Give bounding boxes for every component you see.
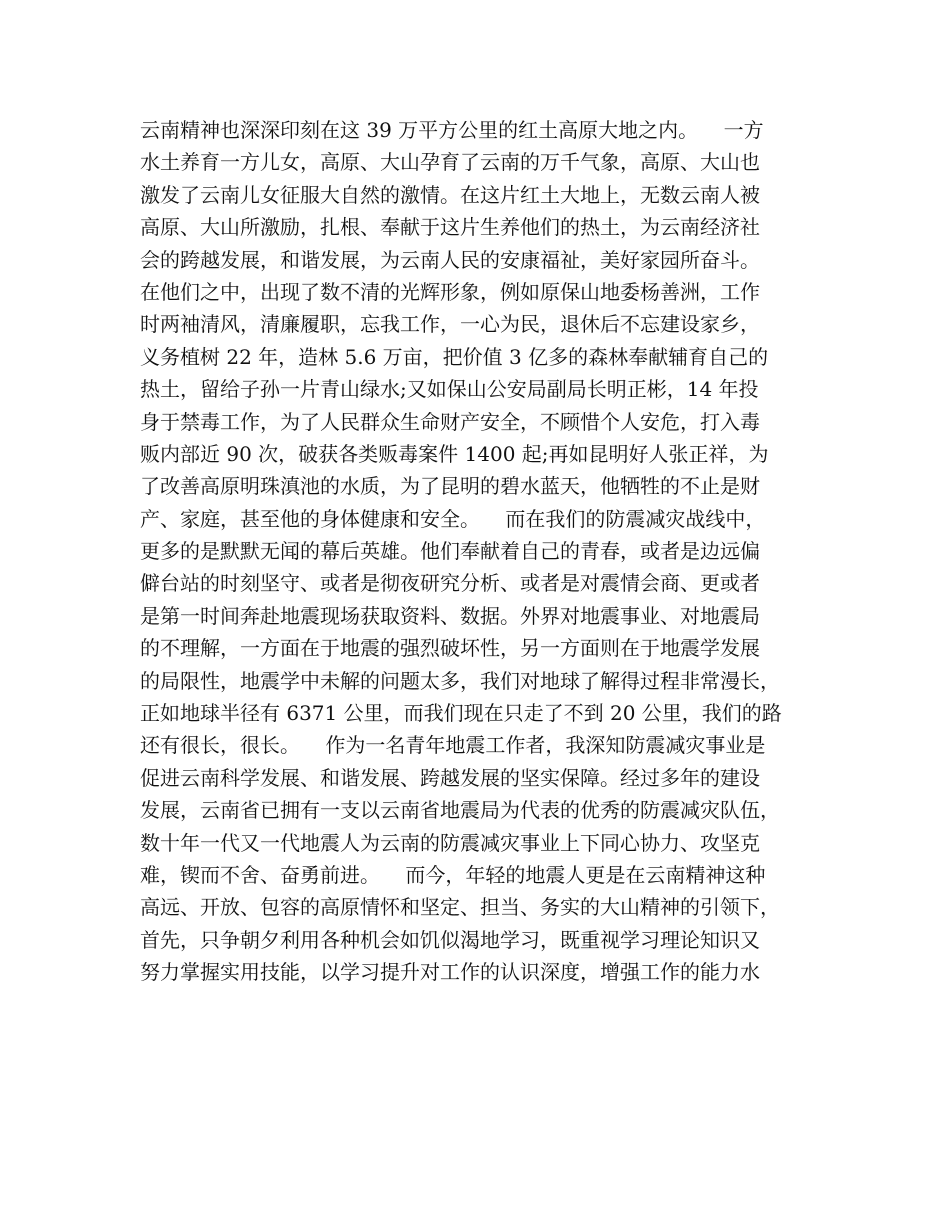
- text-line: 数十年一代又一代地震人为云南的防震减灾事业上下同心协力、攻坚克: [140, 830, 760, 855]
- text-line: 在他们之中，出现了数不清的光辉形象，例如原保山地委杨善洲，工作: [140, 279, 760, 304]
- text-line: 的不理解，一方面在于地震的强烈破坏性，另一方面则在于地震学发展: [140, 636, 760, 661]
- text-line: 高远、开放、包容的高原情怀和坚定、担当、务实的大山精神的引领下，: [140, 895, 780, 920]
- text-line: 发展，云南省已拥有一支以云南省地震局为代表的优秀的防震减灾队伍，: [140, 798, 780, 823]
- text-line: 正如地球半径有 6371 公里，而我们现在只走了不到 20 公里，我们的路: [140, 701, 782, 726]
- text-line: 激发了云南儿女征服大自然的激情。在这片红土大地上，无数云南人被: [140, 182, 760, 207]
- text-line: 的局限性，地震学中未解的问题太多，我们对地球了解得过程非常漫长，: [140, 668, 780, 693]
- text-line: 难，锲而不舍、奋勇前进。 而今，年轻的地震人更是在云南精神这种: [140, 862, 766, 887]
- text-line: 更多的是默默无闻的幕后英雄。他们奉献着自己的青春，或者是边远偏: [140, 539, 760, 564]
- text-line: 贩内部近 90 次，破获各类贩毒案件 1400 起;再如昆明好人张正祥，为: [140, 441, 769, 466]
- text-line: 水土养育一方儿女，高原、大山孕育了云南的万千气象，高原、大山也: [140, 150, 760, 175]
- body-text: [140, 114, 830, 989]
- text-line: 产、家庭，甚至他的身体健康和安全。 而在我们的防震减灾战线中，: [140, 506, 766, 531]
- text-line: 促进云南科学发展、和谐发展、跨越发展的坚实保障。经过多年的建设: [140, 765, 760, 790]
- text-line: 时两袖清风，清廉履职，忘我工作，一心为民，退休后不忘建设家乡，: [140, 312, 760, 337]
- text-line: 热土，留给子孙一片青山绿水;又如保山公安局副局长明正彬，14 年投: [140, 377, 759, 402]
- text-line: 了改善高原明珠滇池的水质，为了昆明的碧水蓝天，他牺牲的不止是财: [140, 474, 760, 499]
- text-line: 还有很长，很长。 作为一名青年地震工作者，我深知防震减灾事业是: [140, 733, 766, 758]
- text-line: 努力掌握实用技能，以学习提升对工作的认识深度，增强工作的能力水: [140, 960, 760, 985]
- text-line: 会的跨越发展，和谐发展，为云南人民的安康福祉，美好家园所奋斗。: [140, 247, 760, 272]
- text-line: 身于禁毒工作，为了人民群众生命财产安全，不顾惜个人安危，打入毒: [140, 409, 760, 434]
- text-line: 僻台站的时刻坚守、或者是彻夜研究分析、或者是对震情会商、更或者: [140, 571, 760, 596]
- text-line: 高原、大山所激励，扎根、奉献于这片生养他们的热土，为云南经济社: [140, 215, 760, 240]
- text-line: 云南精神也深深印刻在这 39 万平方公里的红土高原大地之内。 一方: [140, 118, 764, 142]
- text-line: 是第一时间奔赴地震现场获取资料、数据。外界对地震事业、对地震局: [140, 603, 760, 628]
- text-line: 义务植树 22 年，造林 5.6 万亩，把价值 3 亿多的森林奉献辅育自己的: [140, 344, 769, 369]
- text-line: 首先，只争朝夕利用各种机会如饥似渴地学习，既重视学习理论知识又: [140, 927, 760, 952]
